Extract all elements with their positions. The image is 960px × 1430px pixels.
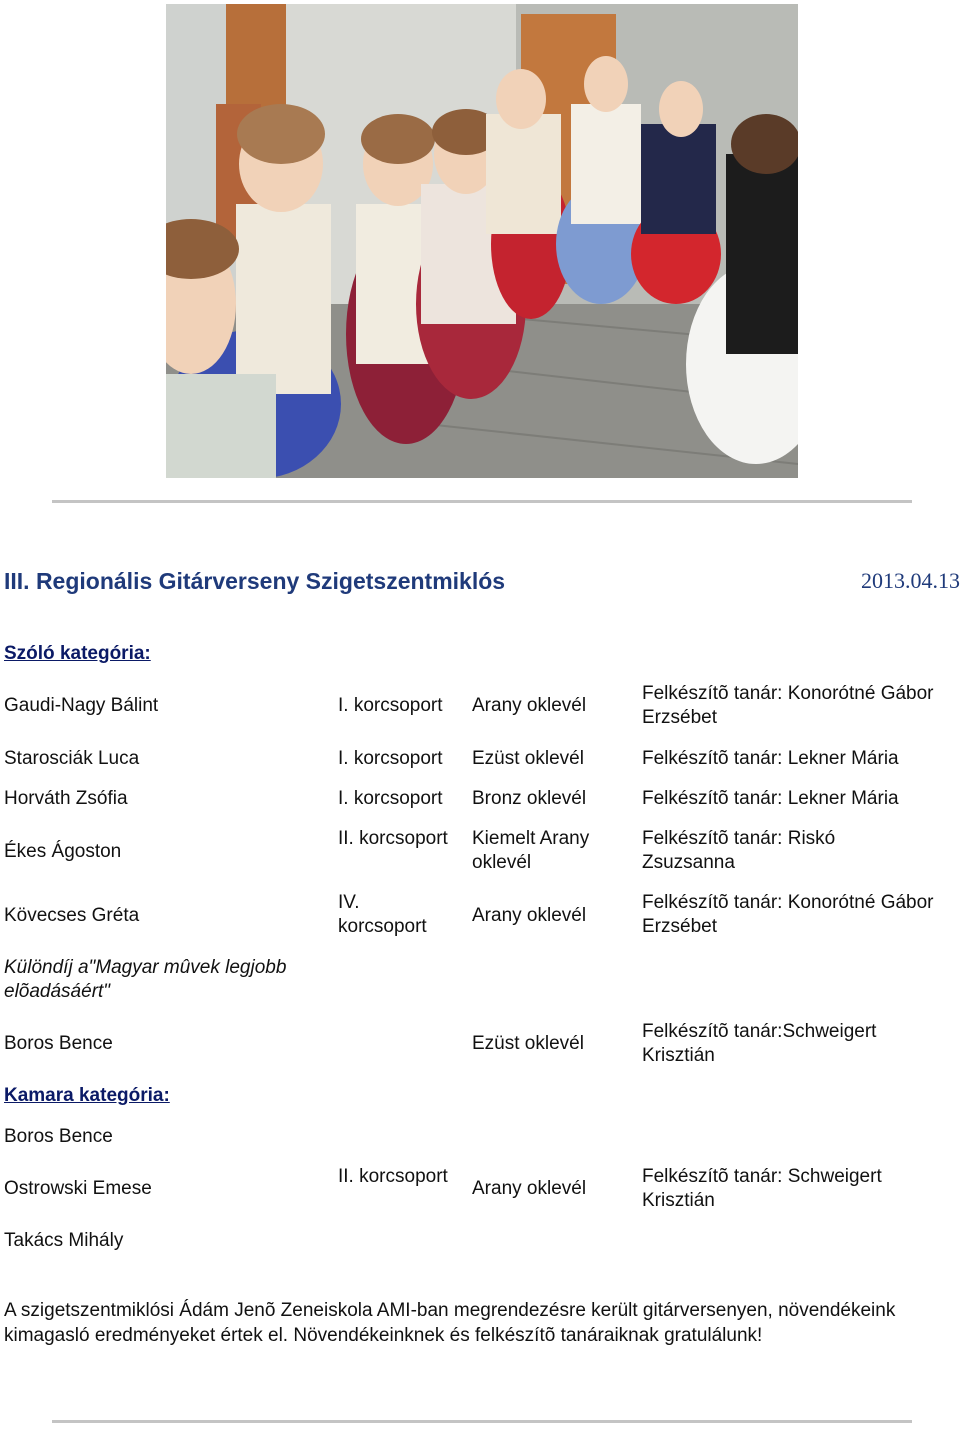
divider-bottom xyxy=(52,1420,912,1423)
divider-top xyxy=(52,500,912,503)
chamber-member: Ostrowski Emese xyxy=(4,1178,152,1199)
age-group: II. korcsoport xyxy=(338,1166,448,1187)
award: Arany oklevél xyxy=(472,1178,587,1199)
award: Kiemelt Arany oklevél xyxy=(472,828,590,873)
teacher: Felkészítõ tanár: Riskó Zsuzsanna xyxy=(642,828,836,873)
teacher: Felkészítõ tanár:Schweigert Krisztián xyxy=(642,1021,877,1066)
student-name: Kövecses Gréta xyxy=(4,905,140,926)
solo-section-title: Szóló kategória: xyxy=(4,643,151,664)
closing-paragraph: A szigetszentmiklósi Ádám Jenõ Zeneiskola AMI-ban megrendezésre került gitárversenyen, növendékeink kimagasló eredményeket értek el. Növendékeinknek és felkészítõ tanáraiknak gratulálunk! xyxy=(4,1300,896,1346)
student-name: Horváth Zsófia xyxy=(4,788,128,809)
teacher: Felkészítõ tanár: Schweigert Krisztián xyxy=(642,1166,882,1211)
teacher: Felkészítõ tanár: Konorótné Gábor Erzsébet xyxy=(642,683,934,728)
award: Arany oklevél xyxy=(472,905,587,926)
special-prize-title: Különdíj a"Magyar mûvek legjobb elõadásáért" xyxy=(4,957,287,1002)
group-photo-icon xyxy=(166,4,798,478)
event-date: 2013.04.13 xyxy=(861,568,960,593)
teacher: Felkészítõ tanár: Lekner Mária xyxy=(642,788,899,809)
award: Arany oklevél xyxy=(472,695,587,716)
teacher: Felkészítõ tanár: Lekner Mária xyxy=(642,748,899,769)
group-photo xyxy=(166,4,798,478)
age-group: I. korcsoport xyxy=(338,788,443,809)
award: Ezüst oklevél xyxy=(472,1033,584,1054)
age-group: I. korcsoport xyxy=(338,695,443,716)
award: Bronz oklevél xyxy=(472,788,587,809)
age-group: II. korcsoport xyxy=(338,828,448,849)
page-title: III. Regionális Gitárverseny Szigetszentmiklós xyxy=(4,568,506,594)
chamber-section-title: Kamara kategória: xyxy=(4,1085,170,1106)
age-group: I. korcsoport xyxy=(338,748,443,769)
student-name: Ékes Ágoston xyxy=(4,841,122,862)
student-name: Starosciák Luca xyxy=(4,748,140,769)
teacher: Felkészítõ tanár: Konorótné Gábor Erzsébet xyxy=(642,892,934,937)
student-name: Boros Bence xyxy=(4,1033,113,1054)
age-group: IV. korcsoport xyxy=(338,892,427,937)
chamber-member: Boros Bence xyxy=(4,1126,113,1147)
student-name: Gaudi-Nagy Bálint xyxy=(4,695,159,716)
chamber-member: Takács Mihály xyxy=(4,1230,124,1251)
award: Ezüst oklevél xyxy=(472,748,584,769)
